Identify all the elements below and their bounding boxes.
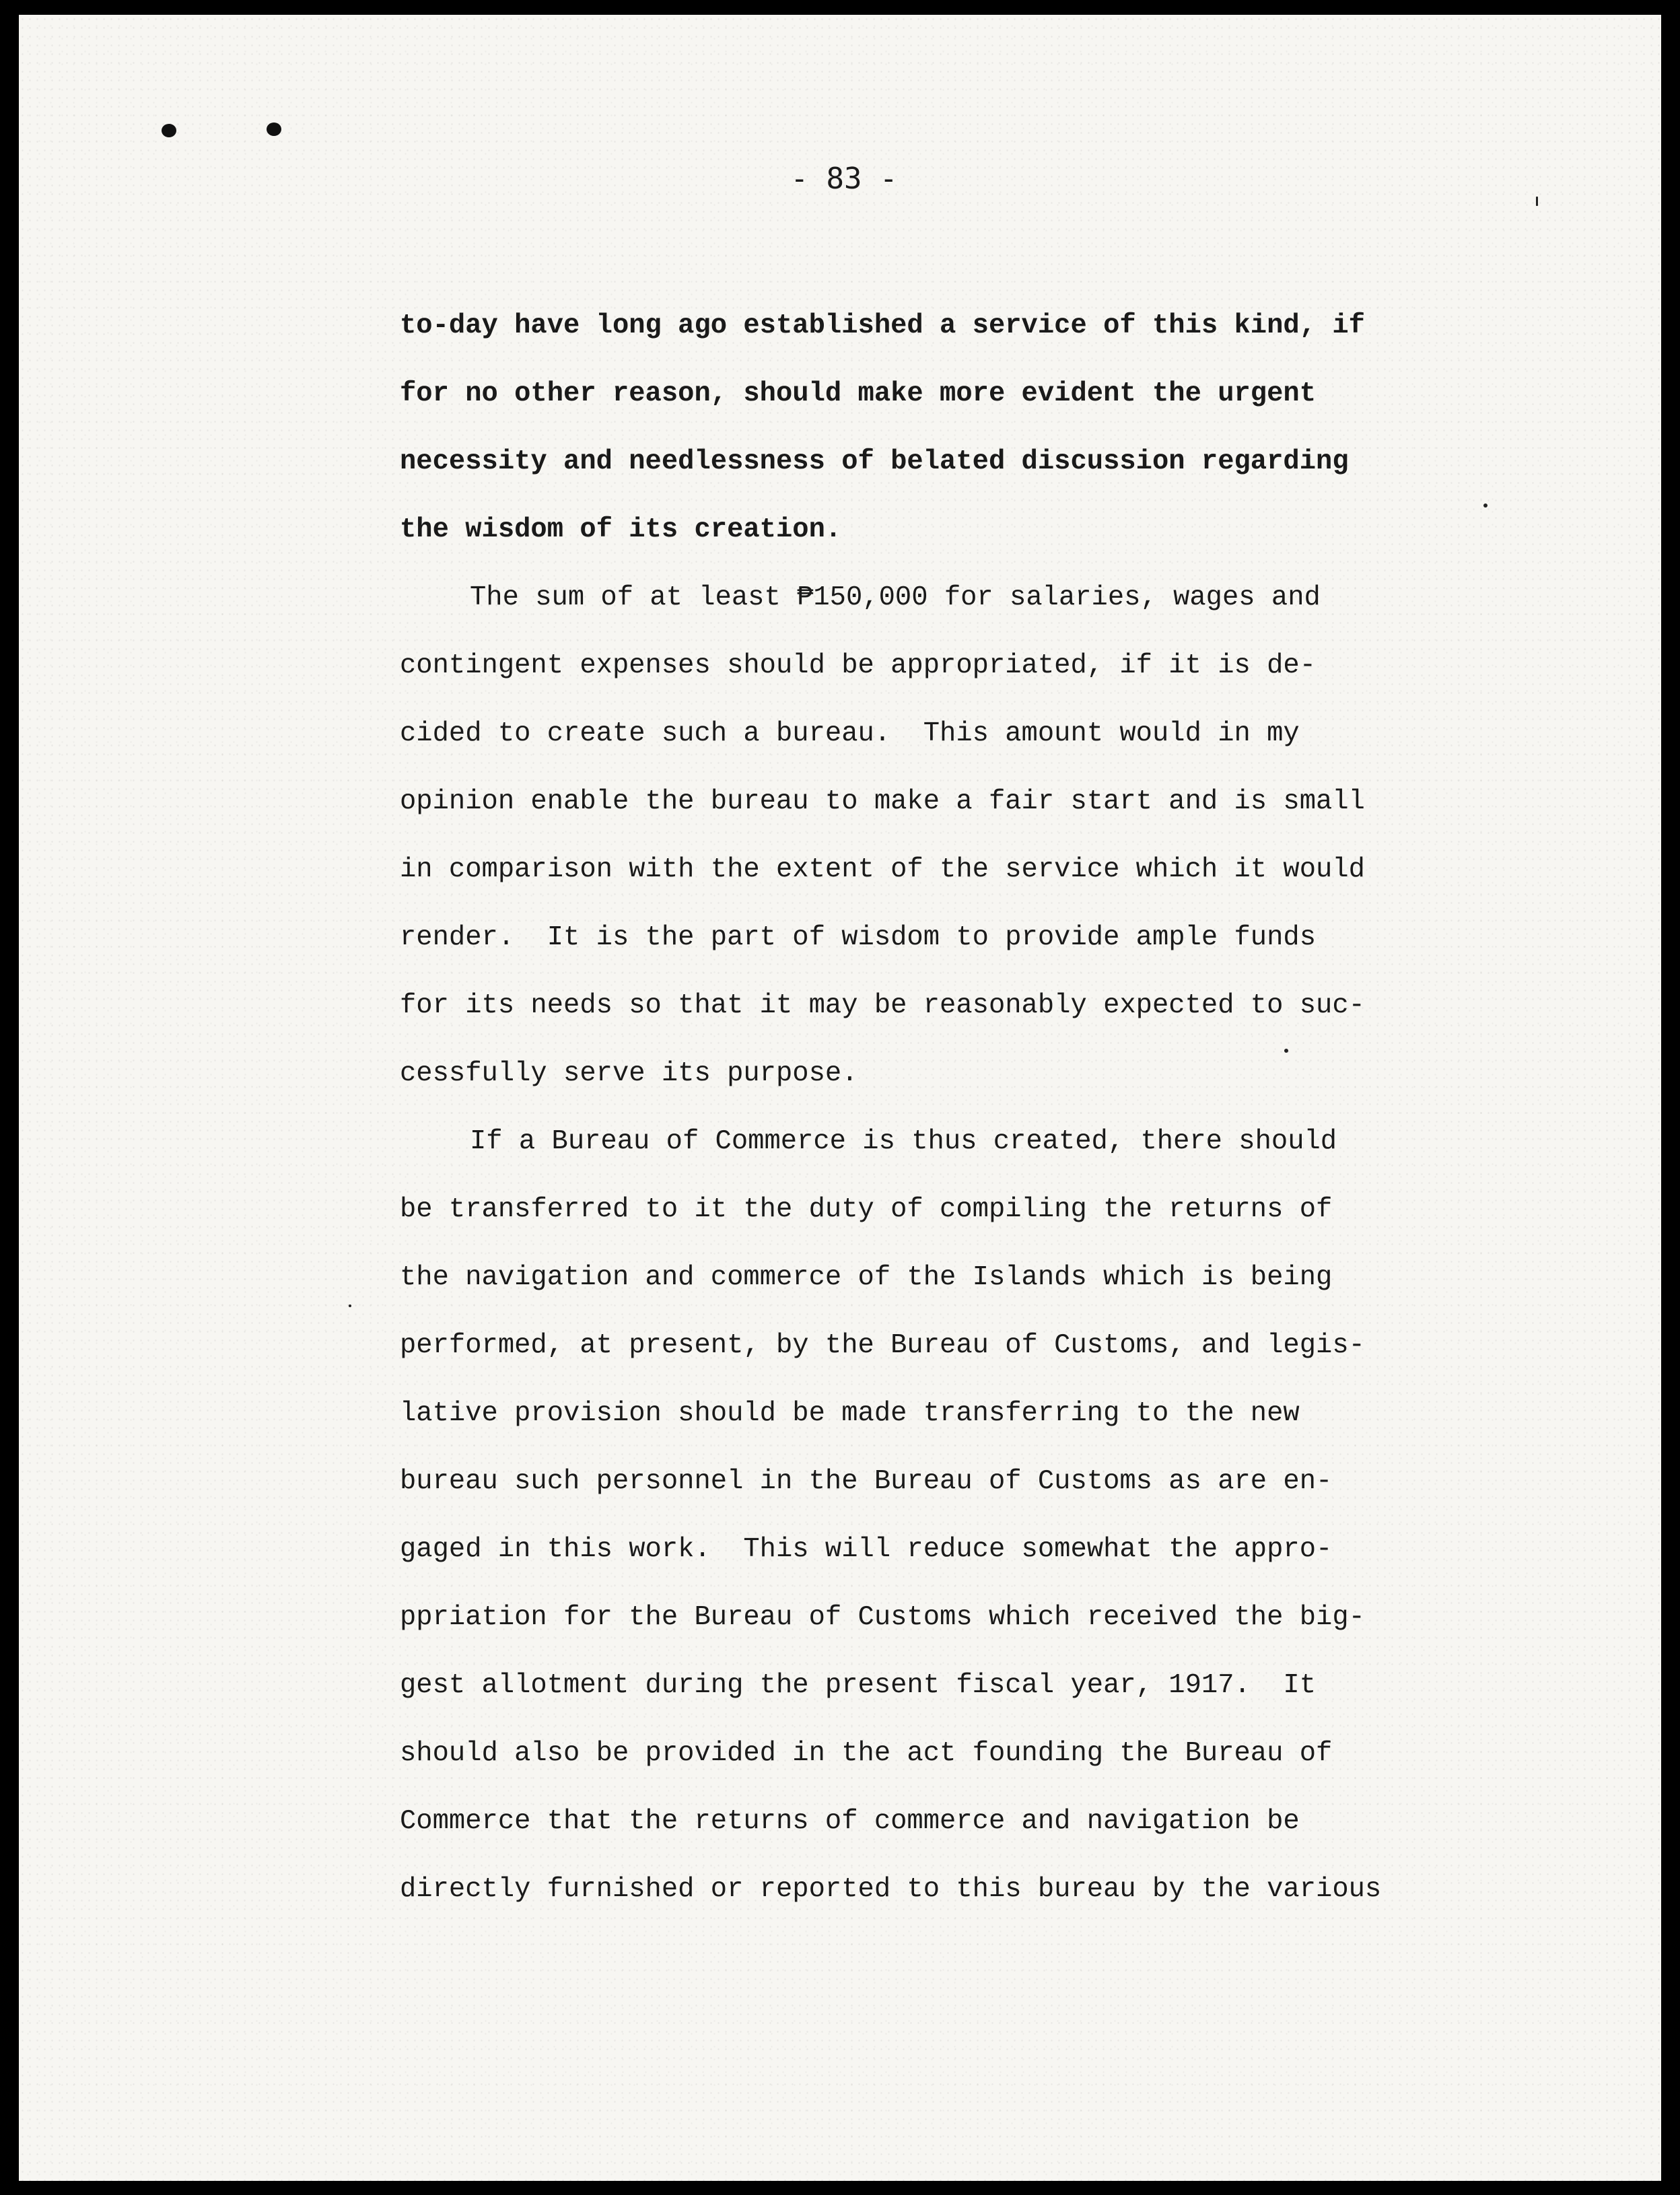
- text-line: in comparison with the extent of the service which it would: [400, 854, 1365, 885]
- text-line: performed, at present, by the Bureau of Customs, and legis-: [400, 1330, 1365, 1361]
- text-line: directly furnished or reported to this bureau by the various: [400, 1874, 1382, 1905]
- ink-speck: [1483, 503, 1488, 508]
- text-line: cided to create such a bureau. This amount would in my: [400, 718, 1300, 749]
- text-line: the wisdom of its creation.: [400, 514, 842, 545]
- text-line: necessity and needlessness of belated discussion regarding: [400, 446, 1349, 477]
- text-line: contingent expenses should be appropriated, if it is de-: [400, 650, 1317, 681]
- ink-speck: [1536, 197, 1538, 206]
- text-line: for its needs so that it may be reasonably expected to suc-: [400, 990, 1365, 1021]
- text-line: bureau such personnel in the Bureau of Customs as are en-: [400, 1466, 1333, 1497]
- text-line: gaged in this work. This will reduce somewhat the appro-: [400, 1534, 1333, 1565]
- ink-speck: [349, 1304, 351, 1307]
- text-line: for no other reason, should make more evident the urgent: [400, 378, 1317, 409]
- text-line: opinion enable the bureau to make a fair start and is small: [400, 786, 1365, 817]
- punch-hole-mark: [162, 124, 176, 137]
- text-line: to-day have long ago established a service of this kind, if: [400, 310, 1365, 341]
- text-line: If a Bureau of Commerce is thus created, there should: [470, 1126, 1337, 1157]
- text-line: lative provision should be made transferring to the new: [400, 1398, 1300, 1429]
- text-line: Commerce that the returns of commerce and navigation be: [400, 1806, 1300, 1837]
- body-text: [400, 292, 1430, 1924]
- text-line: the navigation and commerce of the Islands which is being: [400, 1262, 1333, 1293]
- page-number: - 83 -: [790, 162, 898, 196]
- typewritten-page: [19, 15, 1661, 2181]
- punch-hole-mark: [267, 123, 281, 136]
- text-line: be transferred to it the duty of compiling the returns of: [400, 1194, 1333, 1225]
- text-line: should also be provided in the act founding the Bureau of: [400, 1738, 1333, 1769]
- text-line: render. It is the part of wisdom to provide ample funds: [400, 922, 1317, 953]
- text-line: The sum of at least ₱150,000 for salaries, wages and: [470, 582, 1321, 613]
- text-line: ppriation for the Bureau of Customs which received the big-: [400, 1602, 1365, 1633]
- text-line: cessfully serve its purpose.: [400, 1058, 858, 1089]
- text-line: gest allotment during the present fiscal year, 1917. It: [400, 1670, 1317, 1701]
